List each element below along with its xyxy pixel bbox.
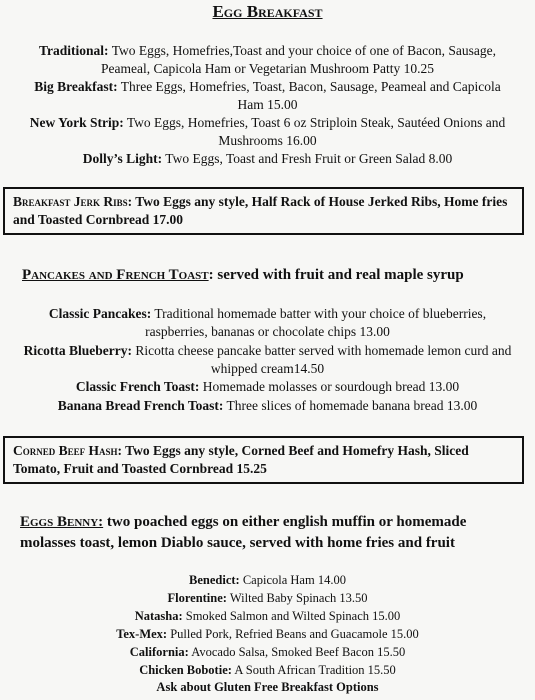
item-desc: Smoked Salmon and Wilted Spinach 15.00 xyxy=(182,609,401,623)
menu-item-tex-mex xyxy=(20,625,515,643)
item-desc: Traditional homemade batter with your choice of blueberries, raspberries, bananas or chocolate chips 13.00 xyxy=(145,306,487,339)
item-desc: A South African Tradition 15.50 xyxy=(231,663,396,677)
eggs-benny-heading xyxy=(20,512,520,554)
egg-breakfast-title: Egg Breakfast xyxy=(212,2,323,21)
item-desc: Two Eggs, Toast and Fresh Fruit or Green Salad 8.00 xyxy=(162,151,453,166)
item-desc: Three Eggs, Homefries, Toast, Bacon, Sausage, Peameal and Capicola Ham 15.00 xyxy=(117,79,501,112)
menu-item-chicken-bobotie xyxy=(20,661,515,679)
section-subtitle: : served with fruit and real maple syrup xyxy=(208,267,464,283)
item-desc: Three slices of homemade banana bread 13.00 xyxy=(223,398,478,413)
gluten-free-note: Ask about Gluten Free Breakfast Options xyxy=(156,680,379,694)
pancakes-heading xyxy=(22,265,522,285)
item-name: Traditional: xyxy=(39,43,109,58)
item-desc: Two Eggs, Homefries, Toast 6 oz Striploin Steak, Sautéed Onions and Mushrooms 16.00 xyxy=(123,115,506,148)
item-desc: Wilted Baby Spinach 13.50 xyxy=(226,591,368,605)
section-title: Eggs Benny: xyxy=(20,514,104,530)
menu-item-florentine xyxy=(20,589,515,607)
item-desc: Homemade molasses or sourdough bread 13.00 xyxy=(199,379,460,394)
menu-item-dollys-light xyxy=(20,150,515,168)
corned-beef-box xyxy=(3,436,524,484)
item-desc: Pulled Pork, Refried Beans and Guacamole 15.00 xyxy=(167,627,419,641)
item-name: Classic Pancakes: xyxy=(48,306,152,321)
item-name: Big Breakfast: xyxy=(34,79,118,94)
menu-item-traditional xyxy=(20,42,515,78)
item-name: Chicken Bobotie: xyxy=(139,663,232,677)
item-name: Ricotta Blueberry: xyxy=(23,343,132,358)
menu-item-banana-bread-french-toast xyxy=(20,397,515,415)
item-desc: Two Eggs any style, Corned Beef and Homefry Hash, Sliced Tomato, Fruit and Toasted Cornbread 15.25 xyxy=(13,443,469,476)
item-name: Banana Bread French Toast: xyxy=(57,398,224,413)
item-name: New York Strip: xyxy=(29,115,124,130)
menu-item-new-york-strip xyxy=(20,114,515,150)
item-name: Benedict: xyxy=(189,573,240,587)
item-name: Tex-Mex: xyxy=(116,627,168,641)
item-name: Classic French Toast: xyxy=(75,379,200,394)
item-name: Natasha: xyxy=(134,609,183,623)
section-subtitle: two poached eggs on either english muffin or homemade molasses toast, lemon Diablo sauce, served with home fries and fruit xyxy=(20,514,467,551)
menu-item-ricotta-blueberry xyxy=(20,342,515,378)
item-desc: Ricotta cheese pancake batter served with homemade lemon curd and whipped cream14.50 xyxy=(131,343,512,376)
item-desc: Avocado Salsa, Smoked Beef Bacon 15.50 xyxy=(188,645,406,659)
jerk-ribs-box xyxy=(3,187,524,235)
item-name: California: xyxy=(129,645,189,659)
item-name: Dolly’s Light: xyxy=(82,151,163,166)
item-desc: Two Eggs, Homefries,Toast and your choice of one of Bacon, Sausage, Peameal, Capicola Ham or Vegetarian Mushroom Patty 10.25 xyxy=(100,43,496,76)
item-name: Corned Beef Hash: xyxy=(13,443,123,458)
menu-item-classic-pancakes xyxy=(20,305,515,341)
menu-item-california xyxy=(20,643,515,661)
item-desc: Capicola Ham 14.00 xyxy=(239,573,346,587)
menu-item-natasha xyxy=(20,607,515,625)
item-desc: Two Eggs any style, Half Rack of House Jerked Ribs, Home fries and Toasted Cornbread 17.00 xyxy=(13,194,508,227)
menu-item-benedict xyxy=(20,571,515,589)
section-title: Pancakes and French Toast xyxy=(22,267,209,283)
menu-item-classic-french-toast xyxy=(20,378,515,396)
item-name: Breakfast Jerk Ribs: xyxy=(13,194,133,209)
item-name: Florentine: xyxy=(167,591,227,605)
menu-item-big-breakfast xyxy=(20,78,515,114)
